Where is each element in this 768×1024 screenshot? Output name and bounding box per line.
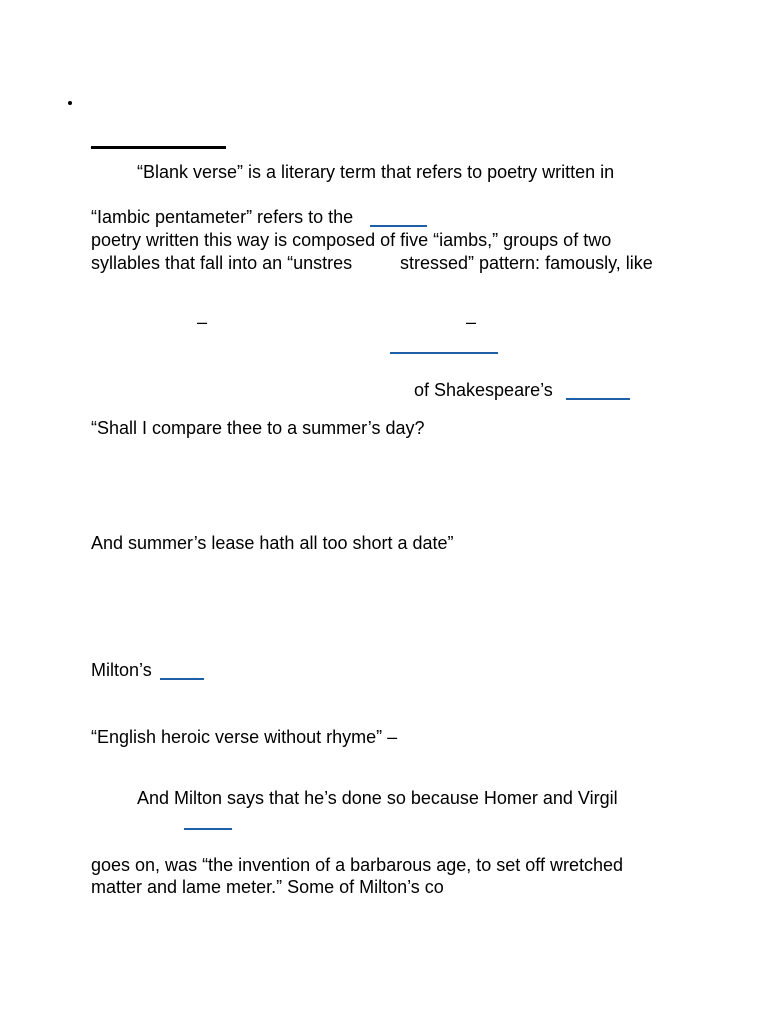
- quote-line-1: “Shall I compare thee to a summer’s day?: [91, 418, 425, 438]
- paragraph-miltons: Milton’s: [91, 660, 152, 680]
- blank-line: [184, 828, 232, 830]
- blank-line: [370, 225, 427, 227]
- blank-line: [566, 398, 630, 400]
- paragraph-syllables-line-a: syllables that fall into an “unstres: [91, 253, 353, 273]
- dash-mark: –: [466, 312, 477, 332]
- paragraph-shakespeare: of Shakespeare’s: [414, 380, 553, 400]
- list-bullet: [68, 101, 72, 105]
- paragraph-barbarous-age: goes on, was “the invention of a barbarous age, to set off wretched: [91, 855, 624, 875]
- paragraph-iambs-line: poetry written this way is composed of five “iambs,” groups of two: [91, 230, 612, 250]
- paragraph-english-heroic-verse: “English heroic verse without rhyme” –: [91, 727, 398, 747]
- heading-rule: [91, 146, 226, 149]
- quote-line-2: And summer’s lease hath all too short a date”: [91, 533, 454, 553]
- paragraph-homer-virgil: And Milton says that he’s done so because Homer and Virgil: [137, 788, 618, 808]
- paragraph-iambic-pentameter: “Iambic pentameter” refers to the: [91, 207, 354, 227]
- paragraph-lame-meter: matter and lame meter.” Some of Milton’s co: [91, 877, 444, 897]
- paragraph-blank-verse-intro: “Blank verse” is a literary term that refers to poetry written in: [137, 162, 615, 182]
- paragraph-syllables-line-b: stressed” pattern: famously, like: [400, 253, 653, 273]
- blank-line: [390, 352, 498, 354]
- blank-line: [160, 678, 204, 680]
- dash-mark: –: [197, 312, 208, 332]
